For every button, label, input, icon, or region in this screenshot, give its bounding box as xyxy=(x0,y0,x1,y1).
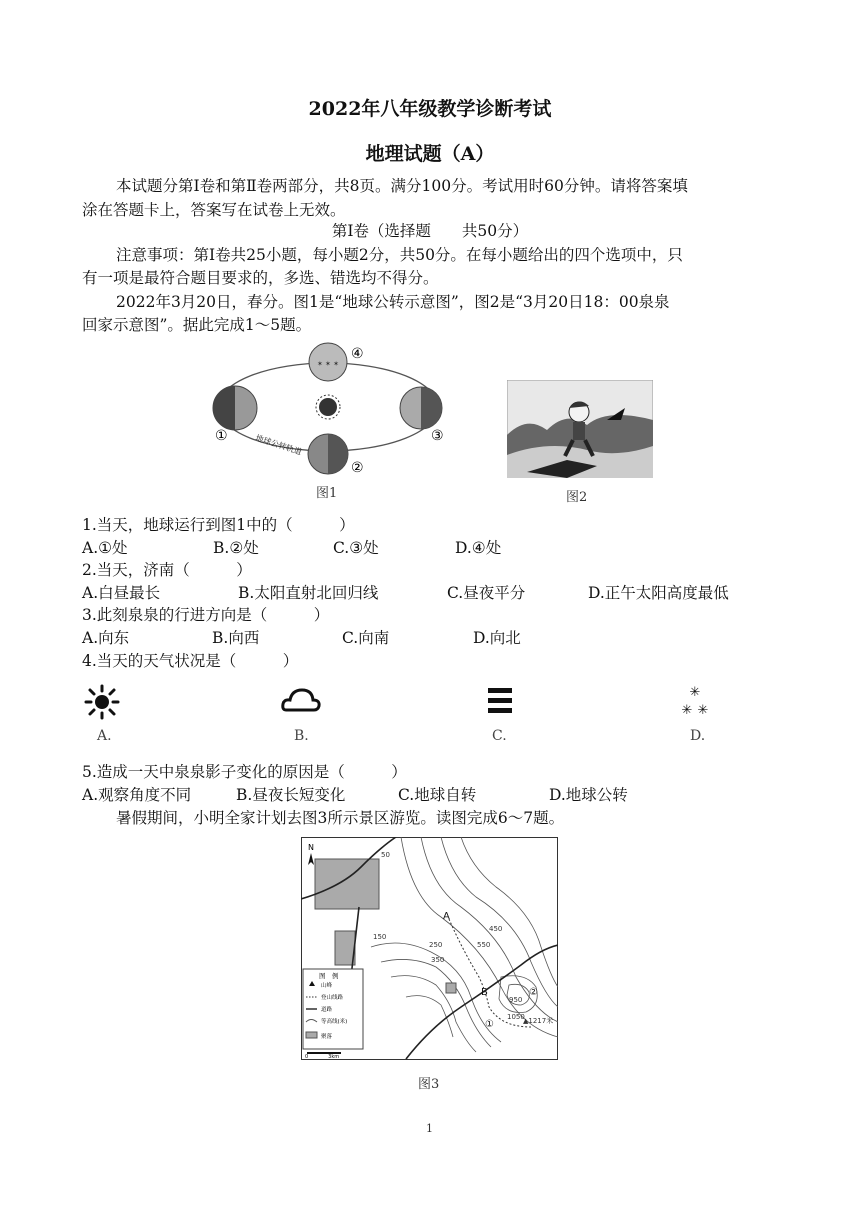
q1-option-b[interactable]: B.②处 xyxy=(213,539,259,557)
note-line-1: 注意事项：第Ⅰ卷共25小题，每小题2分，共50分。在每小题给出的四个选项中，只 xyxy=(116,246,683,264)
svg-text:0 3km: 0 3km xyxy=(305,1054,340,1060)
q3-option-c[interactable]: C.向南 xyxy=(342,629,390,647)
context1-line-1: 2022年3月20日，春分。图1是“地球公转示意图”，图2是“3月20日18：00泉泉 xyxy=(116,293,670,311)
q3-option-a[interactable]: A.向东 xyxy=(82,629,130,647)
route-2-label: ② xyxy=(529,987,538,998)
contour-label-950: 950 xyxy=(509,996,523,1004)
q3-option-d[interactable]: D.向北 xyxy=(473,629,521,647)
sun-center xyxy=(316,395,340,419)
svg-text:道路: 道路 xyxy=(321,1007,333,1013)
scale-bar xyxy=(305,1053,341,1060)
contour-label-150: 150 xyxy=(373,933,387,941)
figure1-revolution-diagram xyxy=(205,340,465,480)
q5-option-b[interactable]: B.昼夜长短变化 xyxy=(236,786,346,804)
figure2-illustration xyxy=(507,380,653,478)
svg-text:登山线路: 登山线路 xyxy=(321,995,344,1001)
q5-option-c[interactable]: C.地球自转 xyxy=(398,786,477,804)
svg-text:✶ ✶ ✶: ✶ ✶ ✶ xyxy=(316,360,340,368)
q5-option-d[interactable]: D.地球公转 xyxy=(549,786,628,804)
figure2-caption: 图2 xyxy=(566,490,588,505)
q4-option-b[interactable]: B. xyxy=(294,728,309,744)
svg-text:✳: ✳ xyxy=(697,703,709,718)
earth-position-1 xyxy=(213,386,257,430)
svg-text:山峰: 山峰 xyxy=(321,983,333,989)
q1-option-a[interactable]: A.①处 xyxy=(82,539,128,557)
svg-text:✳: ✳ xyxy=(681,703,693,718)
question-1-stem: 1.当天，地球运行到图1中的（ ） xyxy=(82,516,355,534)
q2-option-a[interactable]: A.白昼最长 xyxy=(82,584,161,602)
contour-label-50: 50 xyxy=(381,851,390,859)
q4-option-a[interactable]: A. xyxy=(97,728,112,744)
figure1-caption: 图1 xyxy=(316,486,338,501)
note-line-2: 有一项是最符合题目要求的，多选、错选均不得分。 xyxy=(82,269,439,287)
map-legend xyxy=(303,969,363,1049)
contour-label-250: 250 xyxy=(429,941,443,949)
position-label-1: ① xyxy=(215,428,228,444)
q4-option-c[interactable]: C. xyxy=(492,728,507,744)
intro-line-1: 本试题分第Ⅰ卷和第Ⅱ卷两部分，共8页。满分100分。考试用时60分钟。请将答案填 xyxy=(116,177,688,195)
contour-label-550: 550 xyxy=(477,941,491,949)
point-a: A xyxy=(443,911,450,922)
svg-text:N: N xyxy=(308,843,314,852)
q2-option-d[interactable]: D.正午太阳高度最低 xyxy=(588,584,729,602)
figure3-caption: 图3 xyxy=(418,1077,440,1092)
figure3-contour-map xyxy=(301,837,558,1060)
context2-line: 暑假期间，小明全家计划去图3所示景区游览。读图完成6～7题。 xyxy=(116,809,565,827)
contour-label-450: 450 xyxy=(489,925,503,933)
question-5-stem: 5.造成一天中泉泉影子变化的原因是（ ） xyxy=(82,763,407,781)
intro-line-2: 涂在答题卡上，答案写在试卷上无效。 xyxy=(82,201,346,219)
q2-option-b[interactable]: B.太阳直射北回归线 xyxy=(238,584,379,602)
svg-text:图 例: 图 例 xyxy=(319,972,339,980)
settlement-area-north xyxy=(315,859,379,909)
earth-position-3 xyxy=(400,387,442,429)
q4-option-d[interactable]: D. xyxy=(690,728,706,744)
question-4-stem: 4.当天的天气状况是（ ） xyxy=(82,652,299,670)
position-label-3: ③ xyxy=(431,428,444,444)
q2-option-c[interactable]: C.昼夜平分 xyxy=(447,584,526,602)
settlement-area-middle xyxy=(335,931,355,965)
q1-option-c[interactable]: C.③处 xyxy=(333,539,379,557)
snow-icon[interactable] xyxy=(678,684,712,718)
q1-option-d[interactable]: D.④处 xyxy=(455,539,502,557)
position-label-2: ② xyxy=(351,460,364,476)
page-number: 1 xyxy=(426,1122,433,1135)
svg-text:✳: ✳ xyxy=(689,685,701,700)
q3-option-b[interactable]: B.向西 xyxy=(212,629,260,647)
exam-title: 2022年八年级教学诊断考试 xyxy=(308,98,552,120)
position-label-4: ④ xyxy=(351,346,364,362)
context1-line-2: 回家示意图”。据此完成1～5题。 xyxy=(82,316,312,334)
exam-subtitle: 地理试题（A） xyxy=(365,143,495,165)
svg-text:等高线(米): 等高线(米) xyxy=(321,1019,348,1025)
cloud-icon[interactable] xyxy=(280,686,322,714)
question-2-stem: 2.当天，济南（ ） xyxy=(82,561,252,579)
earth-position-4 xyxy=(309,343,347,381)
contour-label-1050: 1050 xyxy=(507,1013,525,1021)
sun-icon[interactable] xyxy=(84,684,120,720)
settlement-area-south xyxy=(446,983,456,993)
orbit-label: 地球公转轨道 xyxy=(254,433,303,457)
route-1-label: ① xyxy=(485,1019,494,1030)
part1-heading: 第Ⅰ卷（选择题 共50分） xyxy=(331,222,529,240)
earth-position-2 xyxy=(308,434,348,474)
svg-text:聚落: 聚落 xyxy=(321,1034,333,1040)
fog-icon[interactable] xyxy=(485,686,515,716)
contour-label-350: 350 xyxy=(431,956,445,964)
point-b: B xyxy=(481,987,488,998)
peak-label: ▲1217米 xyxy=(523,1017,554,1025)
question-3-stem: 3.此刻泉泉的行进方向是（ ） xyxy=(82,606,330,624)
q5-option-a[interactable]: A.观察角度不同 xyxy=(82,786,192,804)
